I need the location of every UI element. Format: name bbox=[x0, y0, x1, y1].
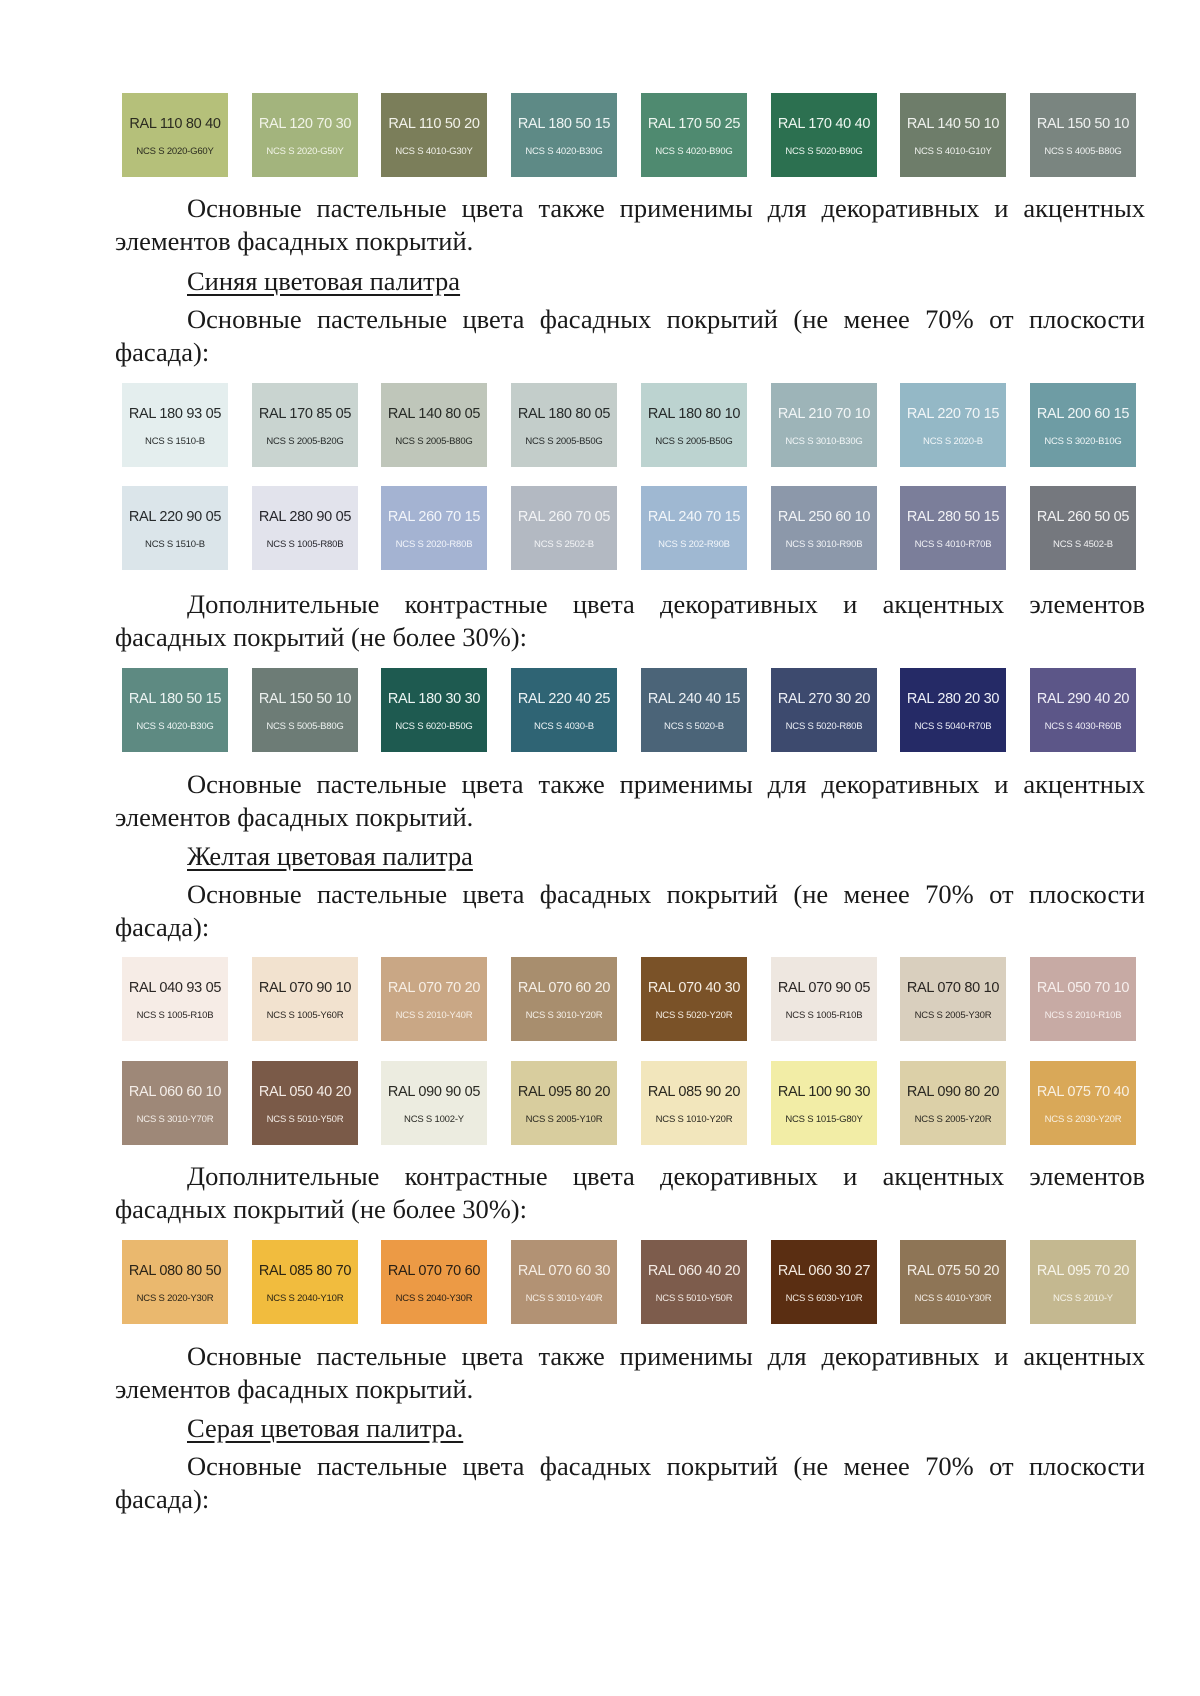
color-swatch bbox=[122, 957, 228, 1041]
yellow-main-paragraph bbox=[115, 878, 1145, 944]
color-swatch bbox=[252, 93, 358, 177]
ncs-code-label: NCS S 2020-Y30R bbox=[136, 1293, 214, 1304]
ral-code-label: RAL 180 93 05 bbox=[128, 406, 222, 422]
ral-code-label: RAL 070 60 30 bbox=[517, 1263, 611, 1279]
paragraph-line: фасада): bbox=[115, 1484, 210, 1514]
ncs-code-label: NCS S 5005-B80G bbox=[266, 721, 344, 732]
ral-code-label: RAL 220 40 25 bbox=[517, 691, 611, 707]
color-swatch bbox=[252, 668, 358, 752]
color-swatch bbox=[122, 668, 228, 752]
yellow-contrast-swatch-row bbox=[122, 1240, 1136, 1324]
ncs-code-label: NCS S 2005-B50G bbox=[525, 436, 603, 447]
ncs-code-label: NCS S 4010-Y30R bbox=[914, 1293, 992, 1304]
color-swatch bbox=[511, 957, 617, 1041]
ral-code-label: RAL 070 40 30 bbox=[647, 980, 741, 996]
color-swatch bbox=[381, 486, 487, 570]
ncs-code-label: NCS S 2020-G60Y bbox=[136, 146, 214, 157]
ral-code-label: RAL 060 30 27 bbox=[777, 1263, 871, 1279]
ncs-code-label: NCS S 2005-B50G bbox=[655, 436, 733, 447]
color-swatch bbox=[900, 668, 1006, 752]
color-swatch bbox=[122, 383, 228, 467]
paragraph-line: Дополнительные контрастные цвета декоративных и акцентных элементов bbox=[187, 589, 1145, 619]
ncs-code-label: NCS S 5040-R70B bbox=[914, 721, 992, 732]
ral-code-label: RAL 220 70 15 bbox=[906, 406, 1000, 422]
ral-code-label: RAL 060 60 10 bbox=[128, 1084, 222, 1100]
ral-code-label: RAL 095 70 20 bbox=[1036, 1263, 1130, 1279]
color-swatch bbox=[511, 1240, 617, 1324]
color-swatch bbox=[1030, 383, 1136, 467]
paragraph-line: Основные пастельные цвета фасадных покрытий (не менее 70% от плоскости bbox=[187, 1451, 1145, 1481]
color-swatch bbox=[1030, 1061, 1136, 1145]
paragraph-line: элементов фасадных покрытий. bbox=[115, 226, 474, 256]
blue-contrast-paragraph bbox=[115, 588, 1145, 654]
yellow-main-swatch-row-2 bbox=[122, 1061, 1136, 1145]
ral-code-label: RAL 210 70 10 bbox=[777, 406, 871, 422]
color-swatch bbox=[252, 1240, 358, 1324]
color-swatch bbox=[1030, 1240, 1136, 1324]
color-swatch bbox=[511, 668, 617, 752]
color-swatch bbox=[381, 1061, 487, 1145]
ral-code-label: RAL 270 30 20 bbox=[777, 691, 871, 707]
ral-code-label: RAL 170 40 40 bbox=[777, 116, 871, 132]
ral-code-label: RAL 090 90 05 bbox=[387, 1084, 481, 1100]
ncs-code-label: NCS S 2005-Y20R bbox=[914, 1114, 992, 1125]
color-swatch bbox=[900, 957, 1006, 1041]
color-swatch bbox=[381, 668, 487, 752]
ral-code-label: RAL 050 40 20 bbox=[258, 1084, 352, 1100]
blue-main-paragraph bbox=[115, 303, 1145, 369]
ral-code-label: RAL 070 70 60 bbox=[387, 1263, 481, 1279]
color-swatch bbox=[122, 486, 228, 570]
ral-code-label: RAL 180 80 10 bbox=[647, 406, 741, 422]
ral-code-label: RAL 090 80 20 bbox=[906, 1084, 1000, 1100]
ral-code-label: RAL 220 90 05 bbox=[128, 509, 222, 525]
ncs-code-label: NCS S 3010-Y70R bbox=[136, 1114, 214, 1125]
ncs-code-label: NCS S 2020-R80B bbox=[395, 539, 473, 550]
color-swatch bbox=[381, 93, 487, 177]
paragraph-line: фасадных покрытий (не более 30%): bbox=[115, 1194, 527, 1224]
ncs-code-label: NCS S 5020-B bbox=[664, 721, 724, 732]
ncs-code-label: NCS S 5020-B90G bbox=[785, 146, 863, 157]
color-swatch bbox=[641, 383, 747, 467]
ncs-code-label: NCS S 4005-B80G bbox=[1044, 146, 1122, 157]
ncs-code-label: NCS S 2040-Y30R bbox=[395, 1293, 473, 1304]
ral-code-label: RAL 150 50 10 bbox=[1036, 116, 1130, 132]
paragraph-line: элементов фасадных покрытий. bbox=[115, 802, 474, 832]
ral-code-label: RAL 170 50 25 bbox=[647, 116, 741, 132]
color-swatch bbox=[252, 486, 358, 570]
paragraph-line: фасада): bbox=[115, 337, 210, 367]
ral-code-label: RAL 050 70 10 bbox=[1036, 980, 1130, 996]
ral-code-label: RAL 240 70 15 bbox=[647, 509, 741, 525]
color-swatch bbox=[900, 1240, 1006, 1324]
ncs-code-label: NCS S 4020-B30G bbox=[525, 146, 603, 157]
color-swatch bbox=[511, 383, 617, 467]
ncs-code-label: NCS S 1002-Y bbox=[404, 1114, 464, 1125]
ral-code-label: RAL 080 80 50 bbox=[128, 1263, 222, 1279]
ral-code-label: RAL 280 50 15 bbox=[906, 509, 1000, 525]
color-swatch bbox=[900, 1061, 1006, 1145]
color-swatch bbox=[1030, 957, 1136, 1041]
paragraph-line: фасадных покрытий (не более 30%): bbox=[115, 622, 527, 652]
color-swatch bbox=[511, 93, 617, 177]
ncs-code-label: NCS S 1015-G80Y bbox=[785, 1114, 863, 1125]
ral-code-label: RAL 070 80 10 bbox=[906, 980, 1000, 996]
color-swatch bbox=[122, 1240, 228, 1324]
color-swatch bbox=[1030, 93, 1136, 177]
color-swatch bbox=[900, 93, 1006, 177]
ncs-code-label: NCS S 2020-B bbox=[923, 436, 983, 447]
ncs-code-label: NCS S 2010-R10B bbox=[1044, 1010, 1122, 1021]
ncs-code-label: NCS S 4010-R70B bbox=[914, 539, 992, 550]
ral-code-label: RAL 110 50 20 bbox=[388, 116, 480, 132]
color-swatch bbox=[641, 1061, 747, 1145]
ncs-code-label: NCS S 3010-R90B bbox=[785, 539, 863, 550]
ral-code-label: RAL 150 50 10 bbox=[258, 691, 352, 707]
ral-code-label: RAL 110 80 40 bbox=[129, 116, 221, 132]
color-swatch bbox=[771, 957, 877, 1041]
blue-main-swatch-row-1 bbox=[122, 383, 1136, 467]
yellow-applicable-paragraph bbox=[115, 1340, 1145, 1406]
color-swatch bbox=[381, 1240, 487, 1324]
ncs-code-label: NCS S 2010-Y bbox=[1053, 1293, 1113, 1304]
paragraph-line: элементов фасадных покрытий. bbox=[115, 1374, 474, 1404]
grey-palette-heading: Серая цветовая палитра. bbox=[187, 1413, 464, 1443]
ral-code-label: RAL 085 80 70 bbox=[258, 1263, 352, 1279]
ral-code-label: RAL 120 70 30 bbox=[258, 116, 352, 132]
color-swatch bbox=[122, 93, 228, 177]
ral-code-label: RAL 260 70 05 bbox=[517, 509, 611, 525]
color-swatch bbox=[641, 668, 747, 752]
ral-code-label: RAL 075 50 20 bbox=[906, 1263, 1000, 1279]
ral-code-label: RAL 280 90 05 bbox=[258, 509, 352, 525]
ncs-code-label: NCS S 3020-B10G bbox=[1044, 436, 1122, 447]
ncs-code-label: NCS S 2010-Y40R bbox=[395, 1010, 473, 1021]
ncs-code-label: NCS S 3010-Y40R bbox=[525, 1293, 603, 1304]
ncs-code-label: NCS S 1510-B bbox=[145, 539, 205, 550]
ncs-code-label: NCS S 6030-Y10R bbox=[785, 1293, 863, 1304]
yellow-contrast-paragraph bbox=[115, 1160, 1145, 1226]
ncs-code-label: NCS S 5010-Y50R bbox=[266, 1114, 344, 1125]
ral-code-label: RAL 290 40 20 bbox=[1036, 691, 1130, 707]
color-swatch bbox=[641, 93, 747, 177]
ral-code-label: RAL 250 60 10 bbox=[777, 509, 871, 525]
color-swatch bbox=[381, 383, 487, 467]
ncs-code-label: NCS S 2040-Y10R bbox=[266, 1293, 344, 1304]
ral-code-label: RAL 070 60 20 bbox=[517, 980, 611, 996]
ral-code-label: RAL 200 60 15 bbox=[1036, 406, 1130, 422]
ncs-code-label: NCS S 2502-B bbox=[534, 539, 594, 550]
color-swatch bbox=[122, 1061, 228, 1145]
ncs-code-label: NCS S 1005-R10B bbox=[785, 1010, 863, 1021]
ncs-code-label: NCS S 2030-Y20R bbox=[1044, 1114, 1122, 1125]
ncs-code-label: NCS S 3010-Y20R bbox=[525, 1010, 603, 1021]
ral-code-label: RAL 180 30 30 bbox=[387, 691, 481, 707]
color-swatch bbox=[641, 1240, 747, 1324]
ncs-code-label: NCS S 4502-B bbox=[1053, 539, 1113, 550]
ncs-code-label: NCS S 202-R90B bbox=[658, 539, 730, 550]
ncs-code-label: NCS S 5020-R80B bbox=[785, 721, 863, 732]
paragraph-line: Основные пастельные цвета также применимы для декоративных и акцентных bbox=[187, 769, 1145, 799]
ral-code-label: RAL 070 70 20 bbox=[387, 980, 481, 996]
grey-main-paragraph bbox=[115, 1450, 1145, 1516]
ncs-code-label: NCS S 2020-G50Y bbox=[266, 146, 344, 157]
color-swatch bbox=[511, 486, 617, 570]
paragraph-line: Основные пастельные цвета также применимы для декоративных и акцентных bbox=[187, 193, 1145, 223]
color-swatch bbox=[511, 1061, 617, 1145]
ral-code-label: RAL 180 50 15 bbox=[517, 116, 611, 132]
ral-code-label: RAL 180 80 05 bbox=[517, 406, 611, 422]
color-swatch bbox=[771, 383, 877, 467]
paragraph-line: фасада): bbox=[115, 912, 210, 942]
ral-code-label: RAL 260 70 15 bbox=[387, 509, 481, 525]
ncs-code-label: NCS S 1005-R80B bbox=[266, 539, 344, 550]
color-swatch bbox=[381, 957, 487, 1041]
ral-code-label: RAL 070 90 10 bbox=[258, 980, 352, 996]
ncs-code-label: NCS S 2005-Y10R bbox=[525, 1114, 603, 1125]
green-accent-swatch-row bbox=[122, 93, 1136, 177]
paragraph-line: Основные пастельные цвета фасадных покрытий (не менее 70% от плоскости bbox=[187, 879, 1145, 909]
color-swatch bbox=[252, 383, 358, 467]
ral-code-label: RAL 095 80 20 bbox=[517, 1084, 611, 1100]
paragraph-line: Основные пастельные цвета также применимы для декоративных и акцентных bbox=[187, 1341, 1145, 1371]
color-swatch bbox=[252, 1061, 358, 1145]
ncs-code-label: NCS S 4030-B bbox=[534, 721, 594, 732]
green-applicable-paragraph bbox=[115, 192, 1145, 258]
yellow-palette-heading: Желтая цветовая палитра bbox=[187, 841, 473, 871]
ncs-code-label: NCS S 4020-B90G bbox=[655, 146, 733, 157]
ral-code-label: RAL 240 40 15 bbox=[647, 691, 741, 707]
ncs-code-label: NCS S 5010-Y50R bbox=[655, 1293, 733, 1304]
color-swatch bbox=[771, 93, 877, 177]
blue-main-swatch-row-2 bbox=[122, 486, 1136, 570]
color-swatch bbox=[1030, 486, 1136, 570]
yellow-main-swatch-row-1 bbox=[122, 957, 1136, 1041]
ral-code-label: RAL 170 85 05 bbox=[258, 406, 352, 422]
ncs-code-label: NCS S 1010-Y20R bbox=[655, 1114, 733, 1125]
ncs-code-label: NCS S 2005-B20G bbox=[266, 436, 344, 447]
color-swatch bbox=[900, 383, 1006, 467]
ral-code-label: RAL 180 50 15 bbox=[128, 691, 222, 707]
ral-code-label: RAL 260 50 05 bbox=[1036, 509, 1130, 525]
ral-code-label: RAL 040 93 05 bbox=[128, 980, 222, 996]
ral-code-label: RAL 060 40 20 bbox=[647, 1263, 741, 1279]
ncs-code-label: NCS S 6020-B50G bbox=[395, 721, 473, 732]
blue-contrast-swatch-row bbox=[122, 668, 1136, 752]
ncs-code-label: NCS S 2005-B80G bbox=[395, 436, 473, 447]
blue-applicable-paragraph bbox=[115, 768, 1145, 834]
ncs-code-label: NCS S 1005-Y60R bbox=[266, 1010, 344, 1021]
ral-code-label: RAL 100 90 30 bbox=[777, 1084, 871, 1100]
color-swatch bbox=[252, 957, 358, 1041]
ncs-code-label: NCS S 2005-Y30R bbox=[914, 1010, 992, 1021]
color-swatch bbox=[900, 486, 1006, 570]
ncs-code-label: NCS S 1005-R10B bbox=[136, 1010, 214, 1021]
ncs-code-label: NCS S 4030-R60B bbox=[1044, 721, 1122, 732]
ncs-code-label: NCS S 4020-B30G bbox=[136, 721, 214, 732]
ncs-code-label: NCS S 1510-B bbox=[145, 436, 205, 447]
color-swatch bbox=[641, 486, 747, 570]
color-swatch bbox=[1030, 668, 1136, 752]
ral-code-label: RAL 070 90 05 bbox=[777, 980, 871, 996]
paragraph-line: Дополнительные контрастные цвета декоративных и акцентных элементов bbox=[187, 1161, 1145, 1191]
color-swatch bbox=[771, 668, 877, 752]
ral-code-label: RAL 075 70 40 bbox=[1036, 1084, 1130, 1100]
ncs-code-label: NCS S 3010-B30G bbox=[785, 436, 863, 447]
ncs-code-label: NCS S 4010-G30Y bbox=[395, 146, 473, 157]
color-swatch bbox=[641, 957, 747, 1041]
ral-code-label: RAL 140 50 10 bbox=[906, 116, 1000, 132]
color-swatch bbox=[771, 1061, 877, 1145]
paragraph-line: Основные пастельные цвета фасадных покрытий (не менее 70% от плоскости bbox=[187, 304, 1145, 334]
blue-palette-heading: Синяя цветовая палитра bbox=[187, 266, 461, 296]
ncs-code-label: NCS S 4010-G10Y bbox=[914, 146, 992, 157]
ral-code-label: RAL 085 90 20 bbox=[647, 1084, 741, 1100]
ral-code-label: RAL 280 20 30 bbox=[906, 691, 1000, 707]
color-swatch bbox=[771, 1240, 877, 1324]
ncs-code-label: NCS S 5020-Y20R bbox=[655, 1010, 733, 1021]
color-swatch bbox=[771, 486, 877, 570]
ral-code-label: RAL 140 80 05 bbox=[387, 406, 481, 422]
